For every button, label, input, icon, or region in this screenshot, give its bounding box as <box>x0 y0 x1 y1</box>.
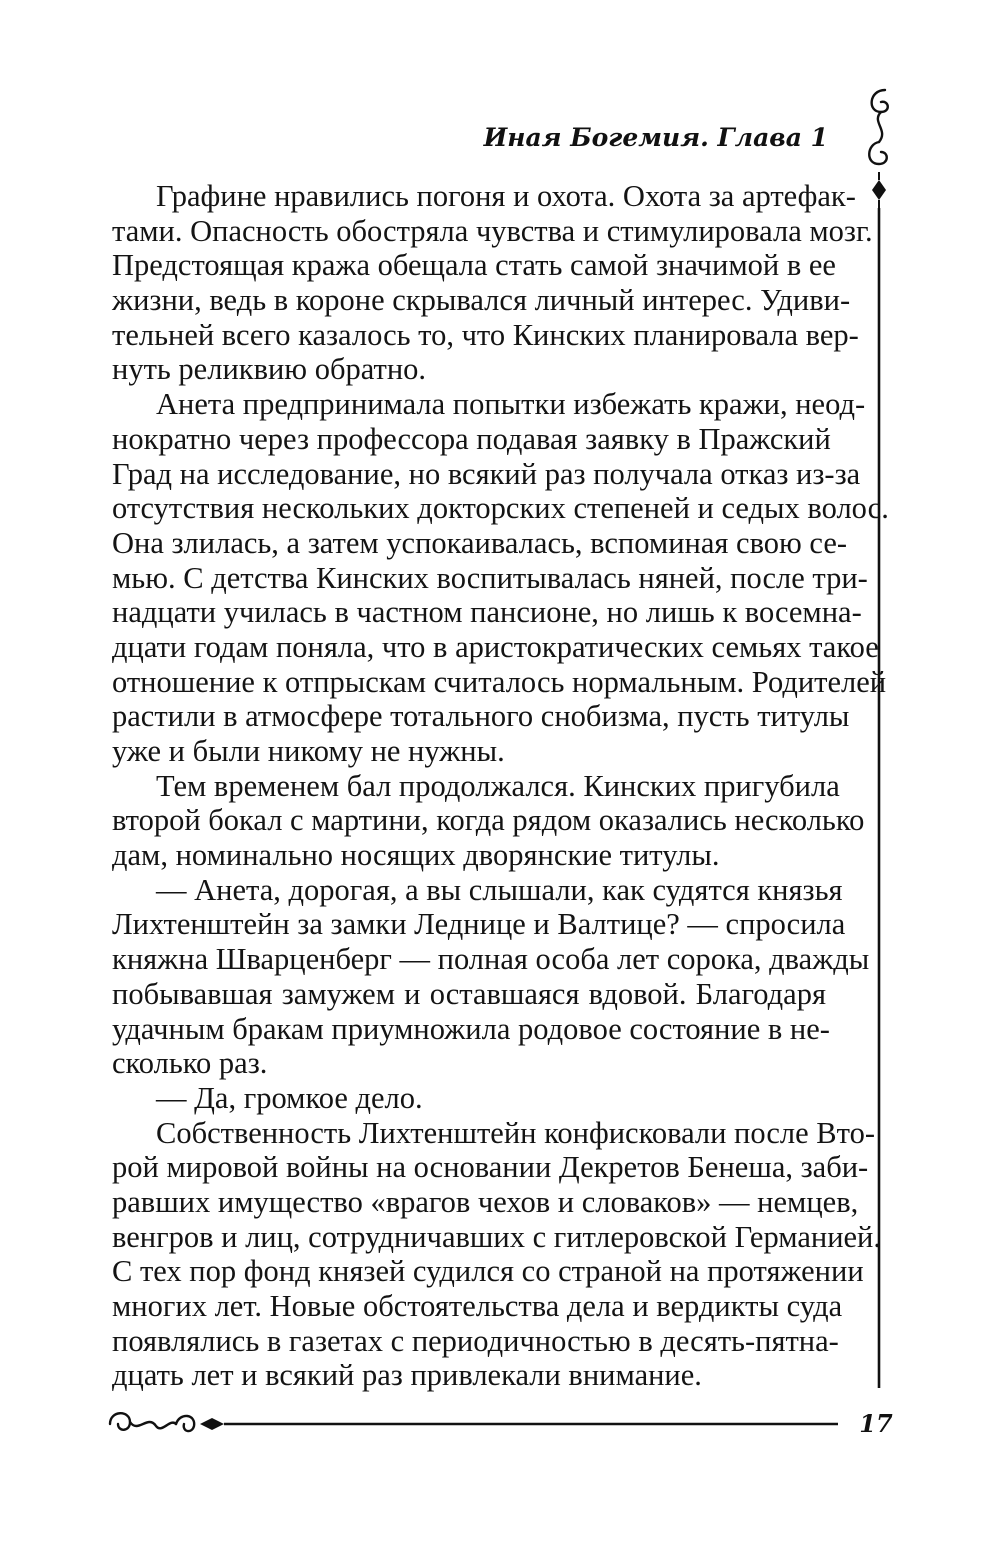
text-line: венгров и лиц, сотрудничавших с гитлеровской Германией. <box>112 1219 882 1254</box>
text-line: Лихтенштейн за замки Леднице и Валтице? — спросила <box>112 907 846 942</box>
text-line: Тем временем бал продолжался. Кинских пригубила <box>156 768 840 803</box>
text-line: Она злилась, а затем успокаивалась, вспоминая свою се- <box>112 525 848 560</box>
text-line: сколько раз. <box>112 1046 268 1081</box>
text-line: дам, номинально носящих дворянские титулы. <box>112 838 720 873</box>
text-line: дцать лет и всякий раз привлекали внимание. <box>112 1358 702 1393</box>
text-line: Собственность Лихтенштейн конфисковали после Вто- <box>156 1115 875 1150</box>
horizontal-flourish-ornament <box>100 1400 840 1448</box>
text-line: растили в атмосфере тотального снобизма, пусть титулы <box>112 699 850 734</box>
text-line: — Анета, дорогая, а вы слышали, как судятся князья <box>156 872 843 907</box>
text-line: мью. С детства Кинских воспитывалась няней, после три- <box>112 560 868 595</box>
text-line: многих лет. Новые обстоятельства дела и вердикты суда <box>112 1289 843 1323</box>
text-line: нократно через профессора подавая заявку в Пражский <box>112 421 831 456</box>
body-text <box>112 179 889 1393</box>
text-line: княжна Шварценберг — полная особа лет сорока, дважды <box>112 942 870 977</box>
text-line: дцати годам поняла, что в аристократических семьях такое <box>112 629 879 664</box>
page-number: 17 <box>859 1409 893 1438</box>
vertical-flourish-ornament <box>855 82 907 1392</box>
text-line: тами. Опасность обостряла чувства и стимулировала мозг. <box>112 213 873 248</box>
text-line: побывавшая замужем и оставшаяся вдовой. Благодаря <box>112 976 826 1011</box>
text-line: надцати училась в частном пансионе, но лишь к восемна- <box>112 595 862 630</box>
text-line: С тех пор фонд князей судился со страной на протяжении <box>112 1254 864 1289</box>
text-line: рой мировой войны на основании Декретов Бенеша, заби- <box>112 1150 869 1185</box>
running-head: Иная Богемия. Глава 1 <box>483 123 828 152</box>
text-line: Предстоящая кража обещала стать самой значимой в ее <box>112 248 836 283</box>
text-line: тельней всего казалось то, что Кинских планировала вер- <box>112 317 859 352</box>
text-line: появлялись в газетах с периодичностью в десять-пятна- <box>112 1323 839 1358</box>
text-line: равших имущество «врагов чехов и словаков» — немцев, <box>112 1184 859 1219</box>
text-line: Графине нравились погоня и охота. Охота за артефак- <box>156 179 856 213</box>
text-line: жизни, ведь в короне скрывался личный интерес. Удиви- <box>112 283 851 318</box>
text-line: Анета предпринимала попытки избежать кражи, неод- <box>156 387 866 422</box>
text-line: отсутствия нескольких докторских степеней и седых волос. <box>112 491 889 526</box>
text-line: второй бокал с мартини, когда рядом оказались несколько <box>112 803 865 838</box>
text-line: — Да, громкое дело. <box>156 1080 423 1115</box>
text-line: Град на исследование, но всякий раз получала отказ из-за <box>112 456 861 491</box>
text-line: удачным бракам приумножила родовое состояние в не- <box>112 1011 830 1046</box>
text-line: нуть реликвию обратно. <box>112 352 427 387</box>
text-line: уже и были никому не нужны. <box>112 734 505 768</box>
text-line: отношение к отпрыскам считалось нормальным. Родителей <box>112 664 887 699</box>
